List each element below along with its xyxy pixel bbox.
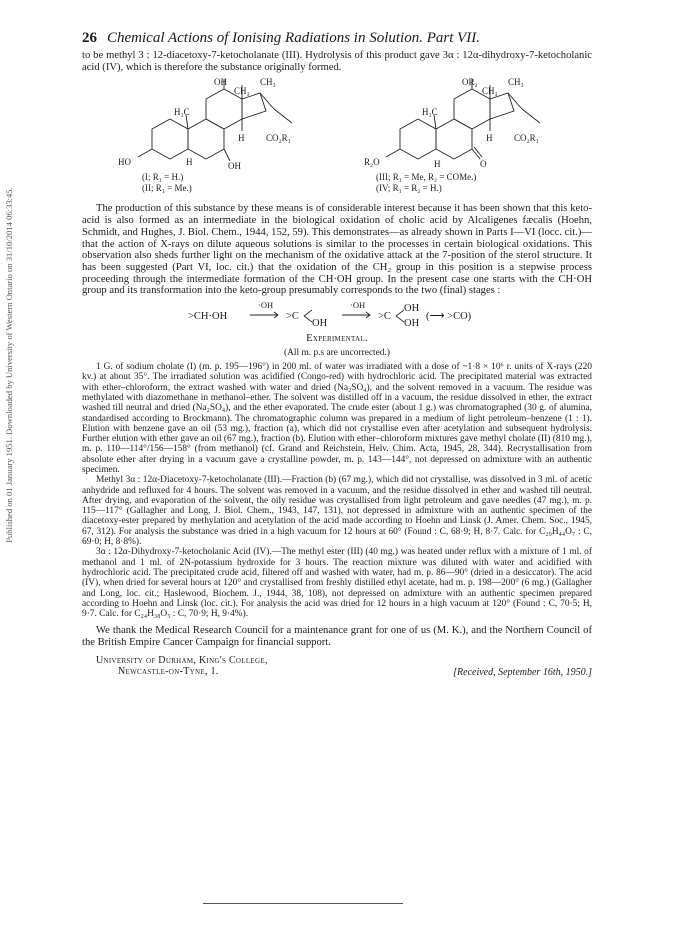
eq-oh-1: ·OH (258, 300, 274, 311)
intro-paragraph: to be methyl 3 : 12-diacetoxy-7-ketocholanate (III). Hydrolysis of this product gave 3α : 12α-dihydroxy-7-ketocholanic acid (IV), which is therefore the substance originally formed. (82, 50, 592, 73)
eq-oh-c: OH (404, 318, 420, 330)
right-ch3-b: CH₃ (508, 77, 524, 88)
eq-oh-b: OH (404, 303, 420, 315)
right-caption-1: (III; R₁ = Me, R₂ = COMe.) (376, 172, 477, 183)
right-h-low: H (434, 159, 441, 170)
page-number: 26 (82, 30, 97, 46)
side-note-text: Published on 01 January 1951. Downloaded by University of Western Ontario on 31/10/2014 06:33:45. (4, 187, 14, 543)
experimental-paragraph-1: 1 G. of sodium cholate (I) (m. p. 195—196°) in 200 ml. of water was irradiated with a dose of ~1·8 × 10⁶ r. units of X-rays (220 kv.) at about 35°. The irradiated solution was acidified (Congo-red) with hydrochloric acid. The precipitated material was extracted with ether–chloroform, the extract washed with water and dried (Na₂SO₄), and the solvent removed in a vacuum. The residue was methylated with diazomethane in methanol–ether. The solvent was distilled off in a vacuum, the residue dissolved in ether, the extract washed till neutral and dried (Na₂SO₄), and the ether evaporated. The crude ester (about 1 g.) was chromatographed (30 g. of alumina, standardised according to Brockmann). The chromatographic column was prepared in a medium of light petroleum–benzene (1 : 1). Elution with benzene gave an oil (53 mg.), fraction (a), which did not crystallise even after acetylation and subsequent hydrolysis. Further elution with ether gave an oil (67 mg.), fraction (b). Elution with ether–chloroform mixtures gave methyl cholate (II) (810 mg.), m. p. 110—114°/156—158° (from methanol) (cf. Grand and Reichstein, Helv. Chim. Acta, 1945, 28, 344). Recrystallisation from absolute ether after drying in a vacuum gave a crystalline powder, m. p. 143—144°, not depressed on admixture with an authentic specimen. (82, 362, 593, 475)
experimental-paragraph-3: 3α : 12α-Dihydroxy-7-ketocholanic Acid (IV).—The methyl ester (III) (40 mg.) was heated under reflux with a mixture of 1 ml. of methanol and 1 ml. of 2N-potassium hydroxide for 3 hours. The reaction mixture was diluted with water and acidified with hydrochloric acid. The precipitated crude acid, filtered off and washed with water, had m. p. 86—90° (dried in a desiccator). The acid (IV), when dried for several hours at 120° and crystallised from freshly distilled ethyl acetate, had m. p. 198—200° (6 mg.) (Gallagher and Long, loc. cit.; Haslewood, Biochem. J., 1944, 38, 108), not depressed on admixture with an authentic specimen prepared according to Hoehn and Linsk (loc. cit.). For analysis the acid was dried for 12 hours in a high vacuum at 120° (Found : C, 70·5; H, 9·7. Calc. for C₂₄H₃₈O₅ : C, 70·9; H, 9·4%). (82, 547, 592, 620)
left-top-oh: OH (214, 77, 227, 88)
left-ch3-a: CH₃ (234, 86, 250, 97)
experimental-heading: Experimental. (306, 333, 368, 345)
eq-end: (⟶ >CO) (426, 311, 472, 323)
affiliation-block (82, 655, 592, 681)
experimental-paragraph-2: Methyl 3α : 12α-Diacetoxy-7-ketocholanate (III).—Fraction (b) (67 mg.), which did not crystallise, was dissolved in 3 ml. of acetic anhydride and refluxed for 4 hours. The solvent was removed in a vacuum, and the residue dissolved in ether and washed till neutral. After drying, and evaporation of the solvent, the oily residue was crystallised from light petroleum and gave needles (47 mg.), m. p. 115—117° (Gallagher and Long, J. Biol. Chem., 1943, 147, 131), not depressed in admixture with an authentic specimen of the diacetoxy-ester prepared by methylation and acetylation of the acid made according to Hoehn and Linsk (J. Amer. Chem. Soc., 1945, 67, 312). For analysis the substance was dried in a high vacuum for 12 hours at 60° (Found : C, 68·9; H, 8·7. Calc. for C₂₉H₄₄O₇ : C, 69·0; H, 8·8%). (82, 475, 592, 548)
mp-note: (All m. p.s are uncorrected.) (284, 347, 390, 358)
right-structure-labels (364, 77, 539, 193)
eq-oh-2: ·OH (350, 300, 366, 311)
eq-start: >CH·OH (188, 311, 228, 323)
eq-c-2: >C (378, 311, 391, 323)
left-co2r: CO₂R₁ (266, 133, 291, 144)
right-h-mid: H (486, 133, 493, 144)
running-header (82, 30, 592, 50)
eq-oh-a: OH (312, 318, 328, 330)
footer-rule (203, 903, 403, 904)
right-structure (386, 79, 540, 159)
left-h3c: H₃C (174, 107, 190, 118)
left-caption-2: (II; R₁ = Me.) (142, 183, 192, 194)
acknowledgement: We thank the Medical Research Council for a maintenance grant for one of us (M. K.), and the Northern Council of the British Empire Cancer Campaign for financial support. (82, 625, 592, 649)
affiliation-line-2: Newcastle-on-Tyne, 1. (118, 665, 219, 677)
paragraph-production: The production of this substance by these means is of considerable interest because it has been shown that this keto-acid is also formed as an intermediate in the biological oxidation of cholic acid by Alcaligenes fæcalis (Hoehn, Schmidt, and Hughes, J. Biol. Chem., 1944, 152, 59). This demonstrates—as already shown in Parts I—VI (locc. cit.)—that the action of X-rays on dilute aqueous solutions is similar to the processes in certain biological oxidations. This observation also sheds further light on the mechanism of the oxidative attack at the 7-position of the sterol structure. It has been suggested (Part VI, loc. cit.) that the oxidation of the CH₂ group in this position is a stepwise process proceeding through the intermediate formation of the CH·OH group. In the present case one starts with the CH·OH group and its transformation into the keto-group presumably corresponds to the two (final) stages : (82, 203, 592, 297)
right-co2r: CO₂R₁ (514, 133, 539, 144)
right-top-or: OR₂ (462, 77, 478, 88)
left-structure (138, 79, 292, 161)
running-title: Chemical Actions of Ionising Radiations in Solution. Part VII. (107, 30, 481, 46)
right-o: O (480, 159, 487, 170)
received-date: [Received, September 16th, 1950.] (453, 666, 592, 678)
left-caption-1: (I; R₁ = H.) (142, 172, 184, 183)
right-h3c: H₃C (422, 107, 438, 118)
left-ch3-b: CH₃ (260, 77, 276, 88)
affiliation-line-1: University of Durham, King's College, (96, 654, 268, 666)
right-ch3-a: CH₃ (482, 86, 498, 97)
right-r2o: R₂O (364, 157, 380, 168)
page (82, 30, 592, 681)
structure-diagrams (82, 77, 592, 203)
left-ho: HO (118, 157, 131, 168)
right-caption-2: (IV; R₁ = R₂ = H.) (376, 183, 442, 194)
steroid-structures (82, 77, 592, 203)
left-oh-low: OH (228, 161, 241, 172)
left-structure-labels (118, 77, 291, 193)
reaction-equation (82, 297, 592, 331)
side-note (2, 120, 16, 610)
left-h-low: H (186, 157, 193, 168)
reaction-scheme (82, 297, 592, 331)
left-h-mid: H (238, 133, 245, 144)
eq-c-1: >C (286, 311, 299, 323)
